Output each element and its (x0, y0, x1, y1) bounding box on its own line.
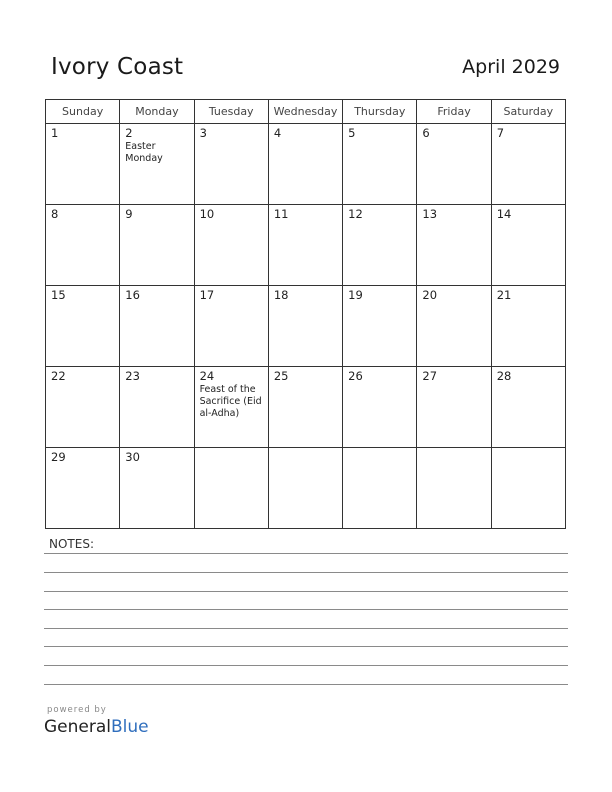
week-row (46, 367, 566, 448)
country-title: Ivory Coast (51, 54, 184, 80)
day-number: 23 (125, 369, 140, 383)
holiday-label: Easter Monday (125, 141, 163, 164)
day-cell (417, 367, 491, 448)
day-number: 10 (199, 207, 215, 221)
day-cell (417, 205, 491, 286)
notes-label: NOTES: (49, 537, 94, 551)
day-number: 16 (125, 288, 140, 302)
day-number: 2 (125, 126, 133, 140)
day-cell (491, 124, 565, 205)
week-row (46, 124, 566, 205)
day-number: 11 (273, 207, 289, 221)
powered-by-label: powered by (47, 705, 107, 715)
day-cell (46, 286, 120, 367)
day-cell (120, 124, 194, 205)
day-number: 26 (348, 369, 363, 383)
day-cell (120, 367, 194, 448)
day-cell (46, 124, 120, 205)
note-line (44, 572, 568, 573)
day-cell (194, 124, 268, 205)
brand-general: General (44, 717, 111, 737)
day-number: 20 (422, 288, 438, 302)
day-cell (194, 448, 268, 529)
day-number: 3 (199, 126, 207, 140)
day-number: 8 (51, 207, 59, 221)
day-cell (268, 286, 342, 367)
day-cell (417, 124, 491, 205)
day-number: 30 (125, 450, 140, 464)
day-cell (491, 367, 565, 448)
day-number: 12 (348, 207, 363, 221)
day-cell (46, 205, 120, 286)
generalblue-logo (44, 717, 149, 737)
day-number: 29 (51, 450, 66, 464)
holiday-label: Feast of the Sacrifice (Eid al-Adha) (199, 384, 262, 419)
day-cell (343, 286, 417, 367)
day-number: 28 (496, 369, 512, 383)
day-number: 22 (51, 369, 66, 383)
weekday-header: Thursday (343, 100, 417, 124)
day-cell (491, 286, 565, 367)
day-cell (343, 124, 417, 205)
week-row (46, 286, 566, 367)
day-cell (120, 448, 194, 529)
day-number: 25 (273, 369, 289, 383)
day-number: 17 (199, 288, 215, 302)
day-number: 27 (422, 369, 438, 383)
weekday-header: Monday (120, 100, 194, 124)
calendar-grid (45, 99, 566, 529)
weekday-header: Tuesday (194, 100, 268, 124)
day-number: 13 (422, 207, 438, 221)
day-number: 4 (273, 126, 282, 140)
day-number: 5 (348, 126, 356, 140)
day-cell (268, 124, 342, 205)
day-cell (46, 448, 120, 529)
day-cell (417, 286, 491, 367)
day-cell (120, 286, 194, 367)
weekday-header: Sunday (46, 100, 120, 124)
note-line (44, 646, 568, 647)
day-number: 14 (496, 207, 512, 221)
day-number: 24 (199, 369, 215, 383)
day-number: 7 (496, 126, 505, 140)
brand-blue: Blue (111, 717, 149, 737)
weekday-header: Friday (417, 100, 491, 124)
note-line (44, 591, 568, 592)
day-cell (343, 448, 417, 529)
day-cell (120, 205, 194, 286)
note-line (44, 684, 568, 685)
day-cell (417, 448, 491, 529)
day-cell (343, 367, 417, 448)
week-row (46, 205, 566, 286)
note-line (44, 628, 568, 629)
day-number: 21 (496, 288, 512, 302)
note-line (44, 665, 568, 666)
weekday-header: Saturday (491, 100, 565, 124)
day-cell (268, 367, 342, 448)
day-cell (194, 367, 268, 448)
day-number: 18 (273, 288, 289, 302)
day-cell (46, 367, 120, 448)
week-row (46, 448, 566, 529)
day-cell (343, 205, 417, 286)
day-number: 9 (125, 207, 133, 221)
note-line (44, 553, 568, 554)
day-number: 1 (51, 126, 59, 140)
day-number: 15 (51, 288, 66, 302)
day-cell (268, 205, 342, 286)
weekday-header: Wednesday (268, 100, 342, 124)
weekday-header-row (46, 100, 566, 124)
day-number: 6 (422, 126, 430, 140)
note-line (44, 609, 568, 610)
day-cell (194, 205, 268, 286)
month-year-title: April 2029 (462, 56, 560, 78)
day-cell (491, 205, 565, 286)
day-cell (194, 286, 268, 367)
day-number: 19 (348, 288, 363, 302)
day-cell (491, 448, 565, 529)
day-cell (268, 448, 342, 529)
